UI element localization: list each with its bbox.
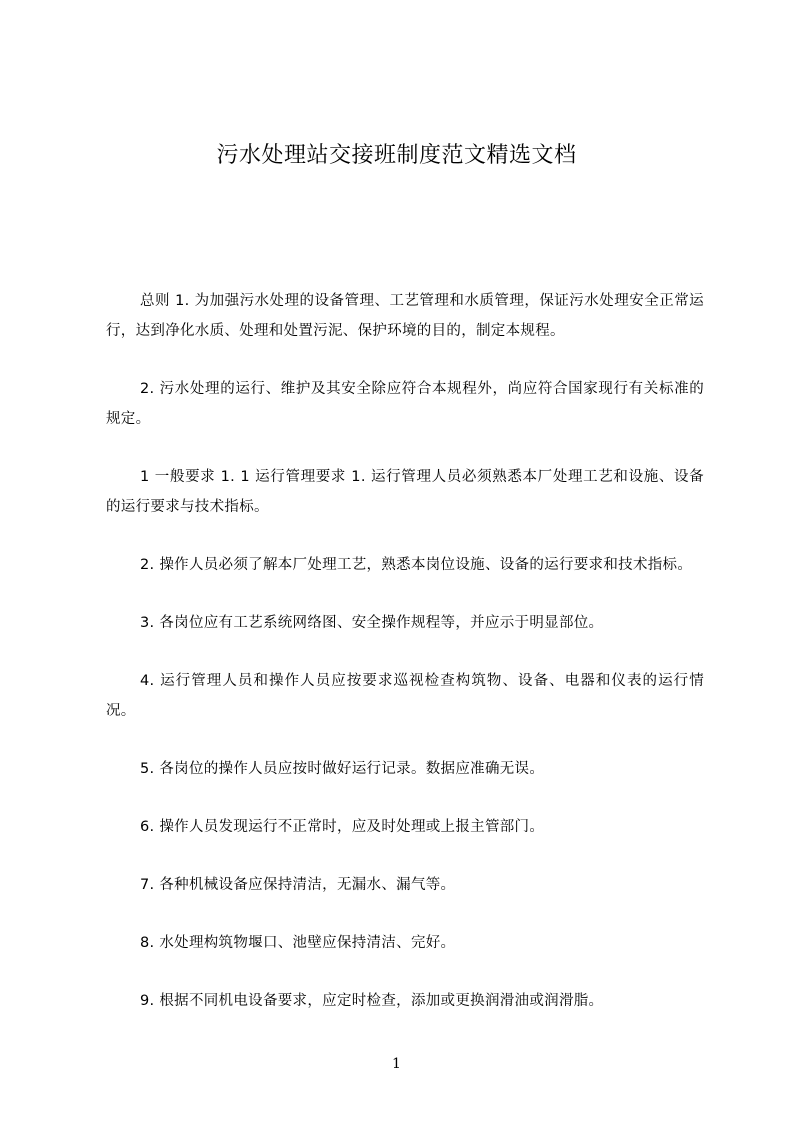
document-title: 污水处理站交接班制度范文精选文档 [216,143,577,168]
paragraph-requirement-5: 5. 各岗位的操作人员应按时做好运行记录。数据应准确无误。 [140,761,545,777]
paragraph-general-2: 2. 污水处理的运行、维护及其安全除应符合本规程外，尚应符合国家现行有关标准的规定。 [106,381,704,427]
paragraph-requirement-8: 8. 水处理构筑物堰口、池壁应保持清洁、完好。 [140,935,456,951]
paragraph-requirement-4: 4. 运行管理人员和操作人员应按要求巡视检查构筑物、设备、电器和仪表的运行情况。 [106,673,704,719]
page-number: 1 [392,1056,401,1072]
paragraph-requirement-2: 2. 操作人员必须了解本厂处理工艺，熟悉本岗位设施、设备的运行要求和技术指标。 [140,557,693,573]
document-body [106,286,704,1044]
paragraph-requirement-7: 7. 各种机械设备应保持清洁，无漏水、漏气等。 [140,877,456,893]
paragraph-requirement-9: 9. 根据不同机电设备要求，应定时检查，添加或更换润滑油或润滑脂。 [140,993,604,1009]
paragraph-requirement-3: 3. 各岗位应有工艺系统网络图、安全操作规程等，并应示于明显部位。 [140,615,604,631]
paragraph-requirement-1: 1 一般要求 1. 1 运行管理要求 1. 运行管理人员必须熟悉本厂处理工艺和设施、设备的运行要求与技术指标。 [106,469,704,515]
paragraph-requirement-6: 6. 操作人员发现运行不正常时，应及时处理或上报主管部门。 [140,819,545,835]
paragraph-general-1: 总则 1. 为加强污水处理的设备管理、工艺管理和水质管理，保证污水处理安全正常运行，达到净化水质、处理和处置污泥、保护环境的目的，制定本规程。 [106,293,704,339]
